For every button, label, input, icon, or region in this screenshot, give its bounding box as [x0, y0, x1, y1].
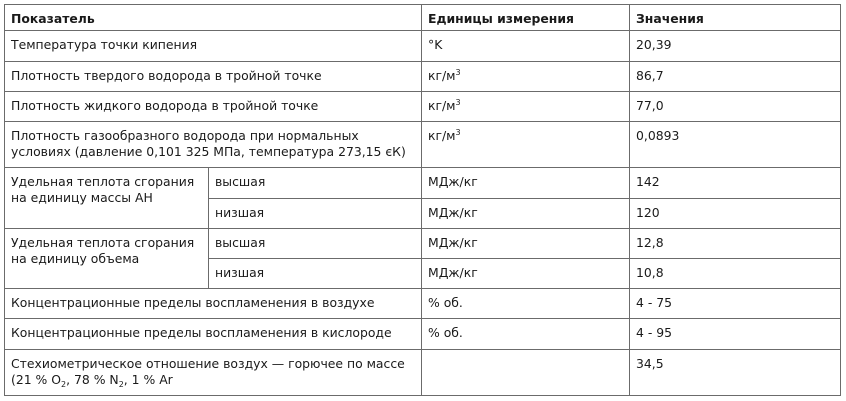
value-cell: 34,5: [630, 350, 841, 396]
units-base: кг/м: [428, 128, 456, 143]
value-cell: 12,8: [630, 229, 841, 259]
value-cell: 77,0: [630, 92, 841, 122]
group-cell: [5, 168, 209, 229]
formula-part: , 1 % Ar: [123, 372, 173, 387]
indicator-cell: Концентрационные пределы воспламенения в кислороде: [5, 319, 422, 350]
table-row: [5, 31, 841, 62]
units-superscript: 3: [455, 128, 461, 137]
units-cell: °K: [422, 31, 630, 62]
sub-indicator-cell: низшая: [209, 199, 422, 229]
formula-subscript: 2: [118, 380, 124, 389]
header-units: Единицы измерения: [422, 5, 630, 31]
indicator-cell: Концентрационные пределы воспламенения в воздухе: [5, 289, 422, 319]
value-cell: 120: [630, 199, 841, 229]
sub-indicator-cell: низшая: [209, 259, 422, 289]
table-row: [5, 62, 841, 92]
units-cell: МДж/кг: [422, 199, 630, 229]
indicator-line: Стехиометрическое отношение воздух — горючее по массе: [11, 356, 405, 371]
table-row: [5, 122, 841, 168]
units-base: кг/м: [428, 98, 456, 113]
units-cell: [422, 122, 630, 168]
indicator-cell: [5, 350, 422, 396]
table-row: [5, 289, 841, 319]
header-indicator: Показатель: [5, 5, 422, 31]
table-row: [5, 319, 841, 350]
units-cell: % об.: [422, 289, 630, 319]
sub-indicator-cell: высшая: [209, 168, 422, 199]
header-row: [5, 5, 841, 31]
table-row: [5, 168, 841, 199]
units-cell: [422, 350, 630, 396]
value-cell: 10,8: [630, 259, 841, 289]
sub-indicator-cell: высшая: [209, 229, 422, 259]
table-row: [5, 229, 841, 259]
table-row: [5, 350, 841, 396]
group-line: на единицу массы АН: [11, 190, 153, 205]
header-values: Значения: [630, 5, 841, 31]
group-line: на единицу объема: [11, 251, 140, 266]
units-cell: МДж/кг: [422, 259, 630, 289]
group-line: Удельная теплота сгорания: [11, 174, 195, 189]
units-base: кг/м: [428, 68, 456, 83]
units-cell: МДж/кг: [422, 168, 630, 199]
value-cell: 4 - 95: [630, 319, 841, 350]
properties-table: [4, 4, 841, 396]
group-line: Удельная теплота сгорания: [11, 235, 195, 250]
indicator-cell: Плотность жидкого водорода в тройной точке: [5, 92, 422, 122]
units-cell: [422, 92, 630, 122]
units-superscript: 3: [455, 68, 461, 77]
units-cell: МДж/кг: [422, 229, 630, 259]
table-row: [5, 92, 841, 122]
indicator-cell: Температура точки кипения: [5, 31, 422, 62]
value-cell: 142: [630, 168, 841, 199]
group-cell: [5, 229, 209, 289]
formula-subscript: 2: [61, 380, 67, 389]
formula-part: (21 % O: [11, 372, 62, 387]
formula-part: , 78 % N: [66, 372, 119, 387]
indicator-cell: Плотность твердого водорода в тройной точке: [5, 62, 422, 92]
units-cell: [422, 62, 630, 92]
units-cell: % об.: [422, 319, 630, 350]
value-cell: 20,39: [630, 31, 841, 62]
indicator-cell: [5, 122, 422, 168]
units-superscript: 3: [455, 98, 461, 107]
value-cell: 0,0893: [630, 122, 841, 168]
indicator-line: [11, 372, 415, 388]
indicator-line: условиях (давление 0,101 325 МПа, температура 273,15 єК): [11, 144, 406, 159]
indicator-line: Плотность газообразного водорода при нормальных: [11, 128, 359, 143]
value-cell: 86,7: [630, 62, 841, 92]
value-cell: 4 - 75: [630, 289, 841, 319]
